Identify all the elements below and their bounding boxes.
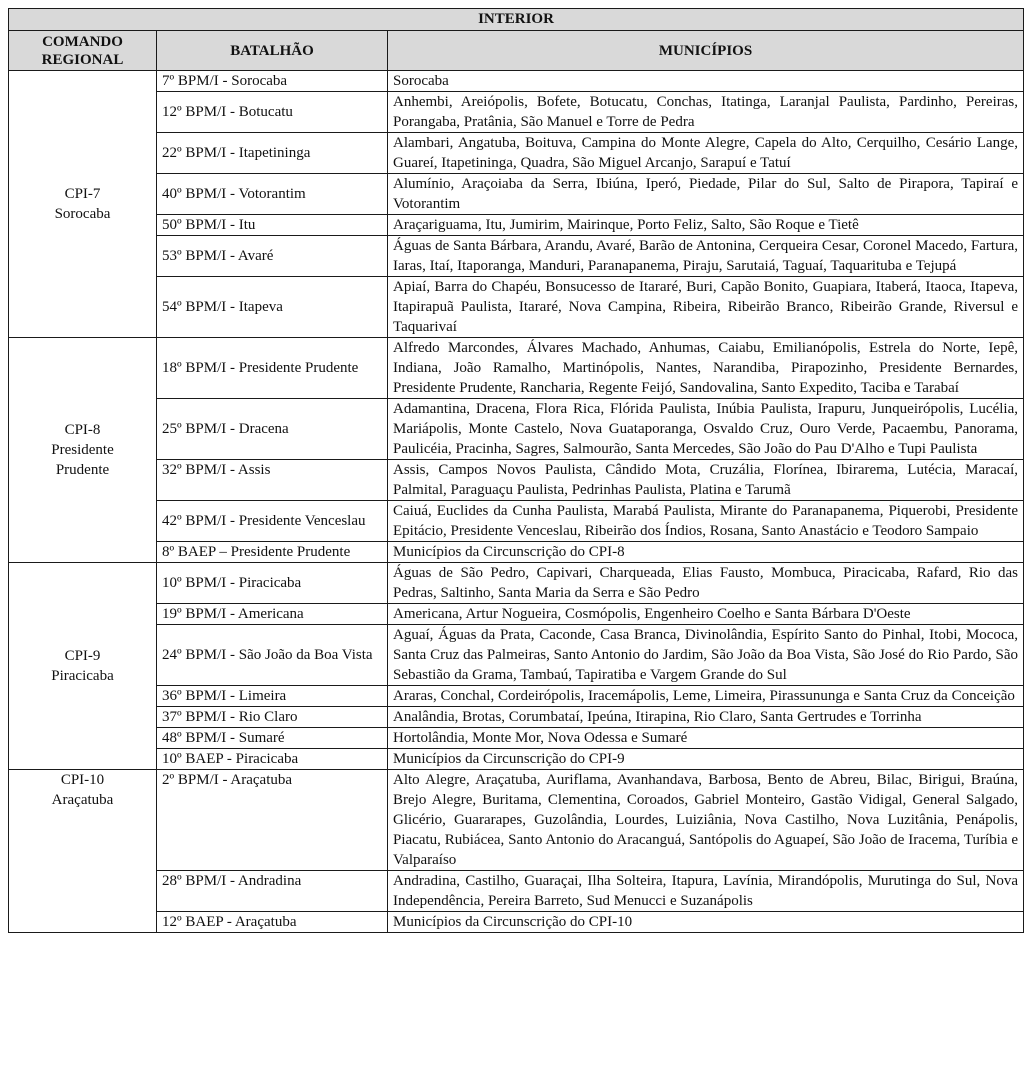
municipios-cell: Alumínio, Araçoiaba da Serra, Ibiúna, Iperó, Piedade, Pilar do Sul, Salto de Pirapora, Tapiraí e Votorantim <box>388 174 1024 215</box>
municipios-cell: Águas de São Pedro, Capivari, Charqueada, Elias Fausto, Mombuca, Piracicaba, Rafard, Rio das Pedras, Saltinho, Santa Maria da Serra e São Pedro <box>388 563 1024 604</box>
batalhao-cell: 10º BAEP - Piracicaba <box>157 749 388 770</box>
header-batalhao: BATALHÃO <box>157 31 388 71</box>
municipios-cell: Adamantina, Dracena, Flora Rica, Flórida Paulista, Inúbia Paulista, Irapuru, Junqueirópolis, Lucélia, Mariápolis, Monte Castelo, Nova Guataporanga, Osvaldo Cruz, Ouro Verde, Pacaembu, Panorama, Paulicéia, Pracinha, Sagres, Salmourão, Santa Mercedes, São João do Pau D'Alho e Tupi Paulista <box>388 399 1024 460</box>
batalhao-cell: 32º BPM/I - Assis <box>157 460 388 501</box>
column-header-row <box>9 31 1024 71</box>
table-row <box>9 728 1024 749</box>
batalhao-cell: 18º BPM/I - Presidente Prudente <box>157 338 388 399</box>
comando-regional-cpi-9: CPI-9 Piracicaba <box>9 563 157 770</box>
batalhao-cell: 12º BAEP - Araçatuba <box>157 912 388 933</box>
table-row <box>9 215 1024 236</box>
title-row <box>9 9 1024 31</box>
municipios-cell: Municípios da Circunscrição do CPI-8 <box>388 542 1024 563</box>
batalhao-cell: 50º BPM/I - Itu <box>157 215 388 236</box>
batalhao-cell: 8º BAEP – Presidente Prudente <box>157 542 388 563</box>
table-row <box>9 686 1024 707</box>
batalhao-cell: 48º BPM/I - Sumaré <box>157 728 388 749</box>
batalhao-cell: 28º BPM/I - Andradina <box>157 871 388 912</box>
interior-table <box>8 8 1024 933</box>
municipios-cell: Alto Alegre, Araçatuba, Auriflama, Avanhandava, Barbosa, Bento de Abreu, Bilac, Birigui, Braúna, Brejo Alegre, Buritama, Clementina, Coroados, Gabriel Monteiro, Gastão Vidigal, General Salgado, Glicério, Guararapes, Guzolândia, Lourdes, Luiziânia, Nova Castilho, Nova Luzitânia, Penápolis, Piacatu, Rubiácea, Santo Antonio do Aracanguá, Santópolis do Aguapeí, São João de Iracema, Turíbia e Valparaíso <box>388 770 1024 871</box>
table-row <box>9 749 1024 770</box>
table-row <box>9 501 1024 542</box>
municipios-cell: Assis, Campos Novos Paulista, Cândido Mota, Cruzália, Florínea, Ibirarema, Lutécia, Maracaí, Palmital, Paraguaçu Paulista, Pedrinhas Paulista, Platina e Tarumã <box>388 460 1024 501</box>
batalhao-cell: 54º BPM/I - Itapeva <box>157 277 388 338</box>
table-row <box>9 71 1024 92</box>
comando-regional-cpi-7: CPI-7 Sorocaba <box>9 71 157 338</box>
municipios-cell: Analândia, Brotas, Corumbataí, Ipeúna, Itirapina, Rio Claro, Santa Gertrudes e Torrinha <box>388 707 1024 728</box>
municipios-cell: Araras, Conchal, Cordeirópolis, Iracemápolis, Leme, Limeira, Pirassununga e Santa Cruz da Conceição <box>388 686 1024 707</box>
header-municipios: MUNICÍPIOS <box>388 31 1024 71</box>
municipios-cell: Municípios da Circunscrição do CPI-10 <box>388 912 1024 933</box>
table-row <box>9 399 1024 460</box>
municipios-cell: Anhembi, Areiópolis, Bofete, Botucatu, Conchas, Itatinga, Laranjal Paulista, Pardinho, Pereiras, Porangaba, Pratânia, São Manuel e Torre de Pedra <box>388 92 1024 133</box>
batalhao-cell: 10º BPM/I - Piracicaba <box>157 563 388 604</box>
batalhao-cell: 36º BPM/I - Limeira <box>157 686 388 707</box>
table-row <box>9 236 1024 277</box>
municipios-cell: Alambari, Angatuba, Boituva, Campina do Monte Alegre, Capela do Alto, Cerquilho, Cesário Lange, Guareí, Itapetininga, Quadra, São Miguel Arcanjo, Sarapuí e Tatuí <box>388 133 1024 174</box>
batalhao-cell: 37º BPM/I - Rio Claro <box>157 707 388 728</box>
table-row <box>9 770 1024 871</box>
comando-regional-cpi-8: CPI-8 Presidente Prudente <box>9 338 157 563</box>
table-row <box>9 92 1024 133</box>
batalhao-cell: 24º BPM/I - São João da Boa Vista <box>157 625 388 686</box>
batalhao-cell: 25º BPM/I - Dracena <box>157 399 388 460</box>
batalhao-cell: 7º BPM/I - Sorocaba <box>157 71 388 92</box>
batalhao-cell: 19º BPM/I - Americana <box>157 604 388 625</box>
table-row <box>9 871 1024 912</box>
municipios-cell: Caiuá, Euclides da Cunha Paulista, Marabá Paulista, Mirante do Paranapanema, Piquerobi, Presidente Epitácio, Presidente Venceslau, Ribeirão dos Índios, Rosana, Santo Anastácio e Teodoro Sampaio <box>388 501 1024 542</box>
municipios-cell: Alfredo Marcondes, Álvares Machado, Anhumas, Caiabu, Emilianópolis, Estrela do Norte, Iepê, Indiana, João Ramalho, Martinópolis, Nantes, Narandiba, Pirapozinho, Presidente Bernardes, Presidente Prudente, Rancharia, Regente Feijó, Sandovalina, Santo Expedito, Taciba e Tarabaí <box>388 338 1024 399</box>
municipios-cell: Municípios da Circunscrição do CPI-9 <box>388 749 1024 770</box>
batalhao-cell: 53º BPM/I - Avaré <box>157 236 388 277</box>
batalhao-cell: 40º BPM/I - Votorantim <box>157 174 388 215</box>
batalhao-cell: 22º BPM/I - Itapetininga <box>157 133 388 174</box>
municipios-cell: Aguaí, Águas da Prata, Caconde, Casa Branca, Divinolândia, Espírito Santo do Pinhal, Itobi, Mococa, Santa Cruz das Palmeiras, Santo Antonio do Jardim, São João da Boa Vista, São José do Rio Pardo, São Sebastião da Grama, Tambaú, Tapiratiba e Vargem Grande do Sul <box>388 625 1024 686</box>
header-comando-regional: COMANDO REGIONAL <box>9 31 157 71</box>
table-row <box>9 604 1024 625</box>
batalhao-cell: 12º BPM/I - Botucatu <box>157 92 388 133</box>
batalhao-cell: 42º BPM/I - Presidente Venceslau <box>157 501 388 542</box>
municipios-cell: Americana, Artur Nogueira, Cosmópolis, Engenheiro Coelho e Santa Bárbara D'Oeste <box>388 604 1024 625</box>
table-row <box>9 625 1024 686</box>
table-title: INTERIOR <box>9 9 1024 31</box>
table-row <box>9 338 1024 399</box>
table-row <box>9 707 1024 728</box>
municipios-cell: Águas de Santa Bárbara, Arandu, Avaré, Barão de Antonina, Cerqueira Cesar, Coronel Macedo, Fartura, Iaras, Itaí, Itaporanga, Manduri, Paranapanema, Piraju, Sarutaiá, Taguaí, Taquarituba e Tejupá <box>388 236 1024 277</box>
municipios-cell: Apiaí, Barra do Chapéu, Bonsucesso de Itararé, Buri, Capão Bonito, Guapiara, Itaberá, Itaoca, Itapeva, Itapirapuã Paulista, Itararé, Nova Campina, Ribeira, Ribeirão Branco, Ribeirão Grande, Riversul e Taquarivaí <box>388 277 1024 338</box>
table-row <box>9 912 1024 933</box>
table-row <box>9 133 1024 174</box>
table-row <box>9 563 1024 604</box>
batalhao-cell: 2º BPM/I - Araçatuba <box>157 770 388 871</box>
table-row <box>9 174 1024 215</box>
table-row <box>9 542 1024 563</box>
municipios-cell: Hortolândia, Monte Mor, Nova Odessa e Sumaré <box>388 728 1024 749</box>
comando-regional-cpi-10: CPI-10 Araçatuba <box>9 770 157 933</box>
municipios-cell: Andradina, Castilho, Guaraçai, Ilha Solteira, Itapura, Lavínia, Mirandópolis, Murutinga do Sul, Nova Independência, Pereira Barreto, Sud Menucci e Suzanápolis <box>388 871 1024 912</box>
municipios-cell: Sorocaba <box>388 71 1024 92</box>
table-row <box>9 460 1024 501</box>
table-row <box>9 277 1024 338</box>
municipios-cell: Araçariguama, Itu, Jumirim, Mairinque, Porto Feliz, Salto, São Roque e Tietê <box>388 215 1024 236</box>
